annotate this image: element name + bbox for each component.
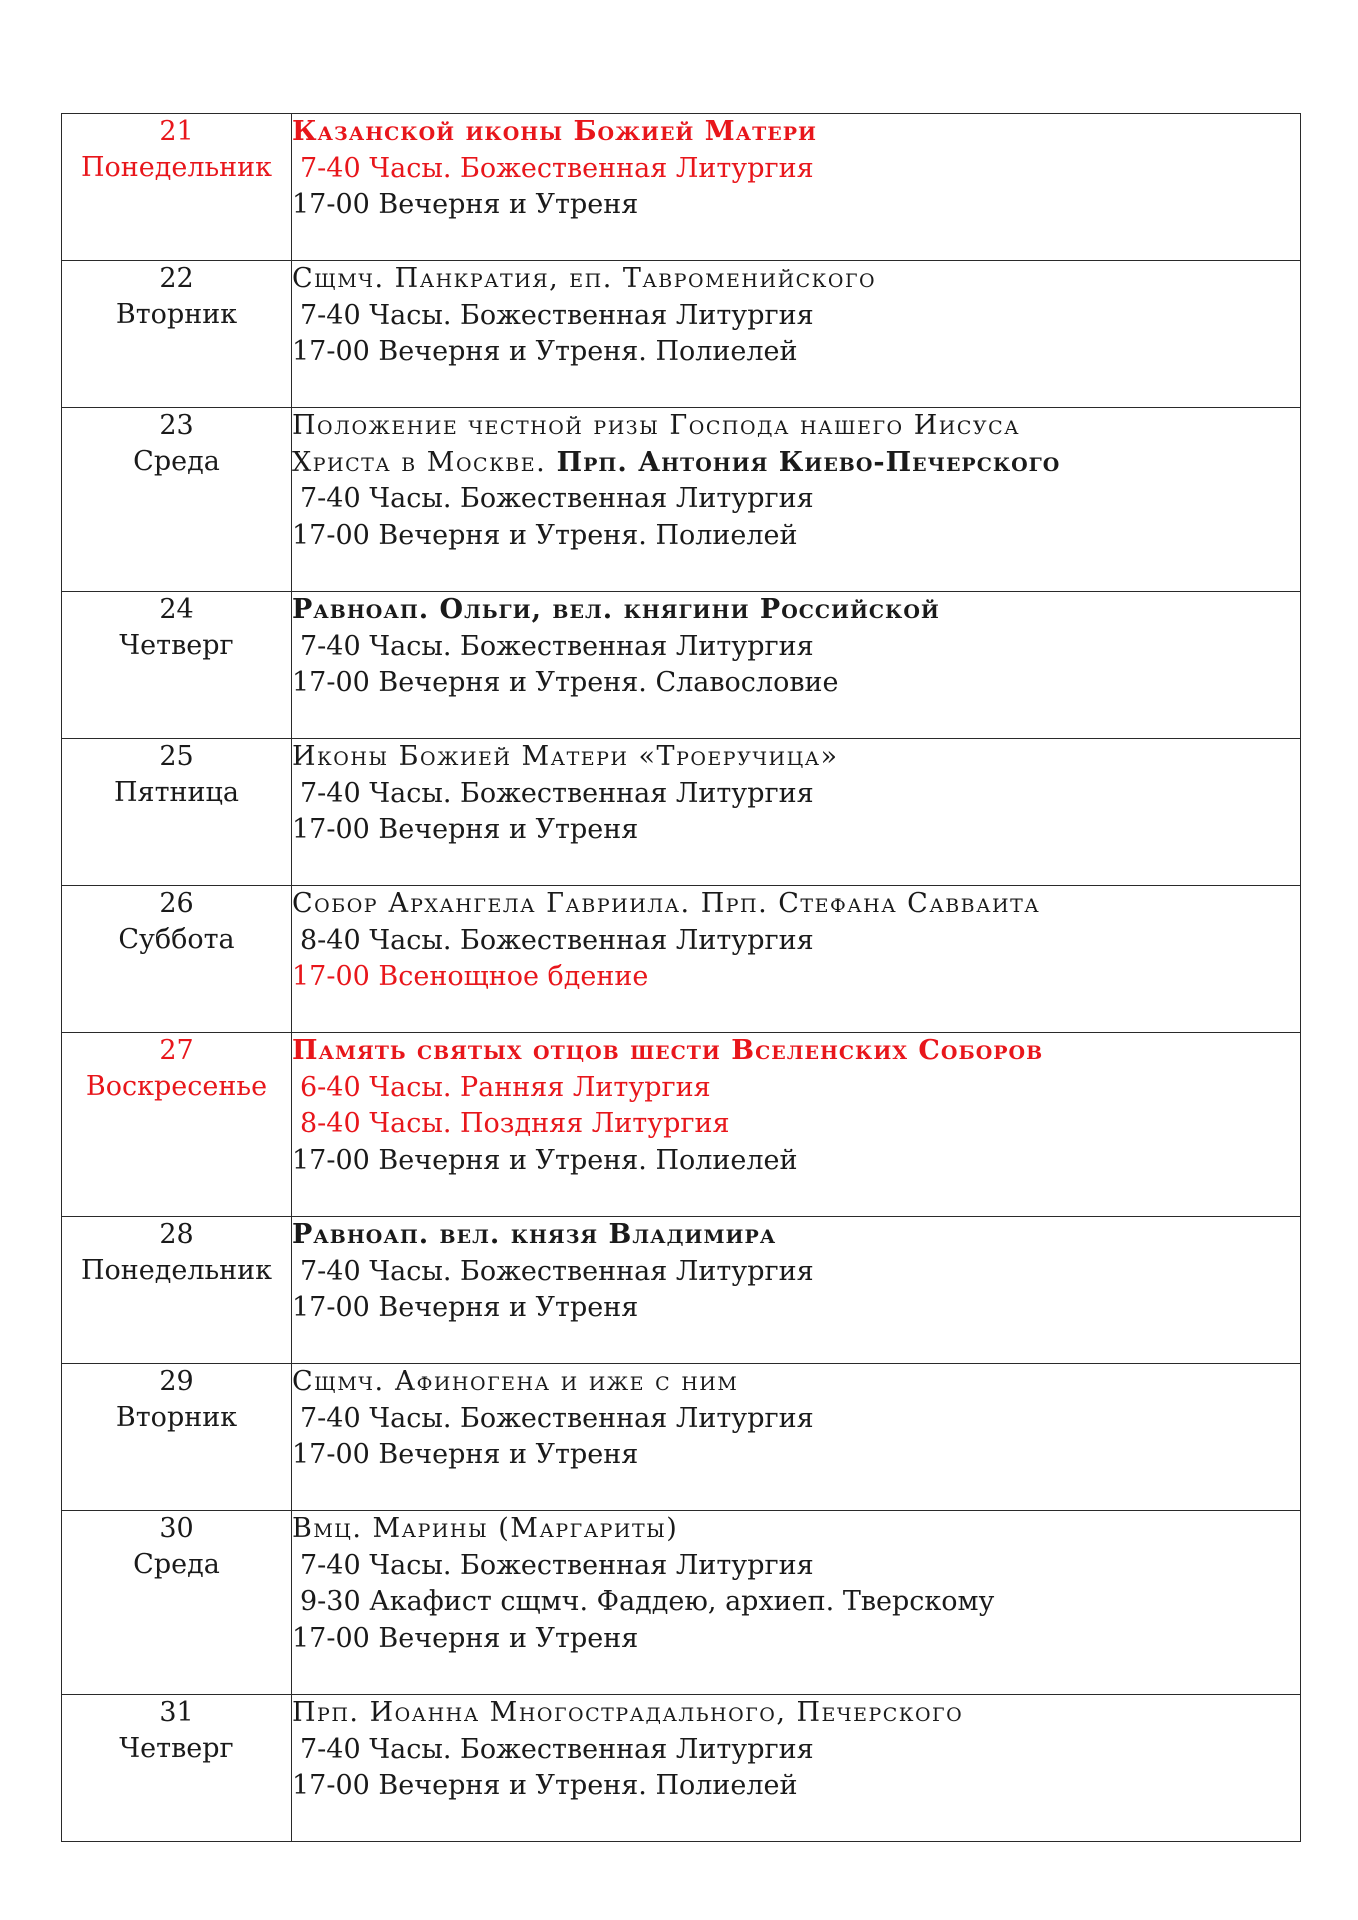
day-cell [62,739,292,886]
service-line: 17-00 Вечерня и Утреня [292,1439,639,1470]
day-cell [62,408,292,592]
service-line: 17-00 Вечерня и Утреня. Полиелей [292,1770,798,1801]
service-line: 7-40 Часы. Божественная Литургия [300,299,814,331]
events-cell [292,739,1301,886]
schedule-row [62,1217,1301,1364]
schedule-row [62,261,1301,408]
weekday: Вторник [115,1402,238,1433]
day-number: 24 [159,594,194,625]
feast-title: Прп. Иоанна Многострадального, Печерского [292,1697,964,1728]
weekday: Суббота [118,924,235,955]
service-line: 7-40 Часы. Божественная Литургия [300,483,814,514]
events-cell [292,1217,1301,1364]
schedule-row [62,1695,1301,1842]
day-cell [62,1033,292,1217]
day-number: 29 [159,1366,194,1397]
feast-title-line [292,445,1300,482]
feast-title-line [292,1695,1300,1732]
day-number: 28 [159,1219,194,1250]
service-line: 7-40 Часы. Божественная Литургия [300,1255,814,1287]
feast-title-line [292,114,1300,151]
day-number: 27 [159,1035,194,1066]
service-line: 17-00 Вечерня и Утреня. Полиелей [292,519,798,551]
events-cell [292,1033,1301,1217]
events-cell [292,1511,1301,1695]
service-line: 17-00 Вечерня и Утреня [292,189,639,220]
schedule-row [62,739,1301,886]
feast-title: Казанской иконы Божией Матери [292,116,817,147]
service-line: 7-40 Часы. Божественная Литургия [300,1549,814,1581]
day-cell [62,1511,292,1695]
day-cell [62,1695,292,1842]
service-line: 7-40 Часы. Божественная Литургия [300,777,814,809]
feast-title-line [292,1511,1300,1548]
day-cell [62,261,292,408]
weekday: Понедельник [80,1255,273,1286]
day-cell [62,592,292,739]
feast-title-line [292,1217,1300,1254]
feast-title: Иконы Божией Матери «Троеручица» [292,741,839,772]
service-line: 17-00 Вечерня и Утреня. Полиелей [292,336,798,367]
day-number: 22 [159,263,194,294]
day-cell [62,1217,292,1364]
events-cell [292,261,1301,408]
service-line: 9-30 Акафист сщмч. Фаддею, архиеп. Тверскому [300,1586,995,1617]
feast-title-line [292,408,1300,445]
day-number: 30 [159,1513,194,1544]
service-line: 17-00 Вечерня и Утреня [292,1622,639,1654]
service-line: 7-40 Часы. Божественная Литургия [300,152,814,184]
weekday: Понедельник [80,152,273,183]
schedule-body [62,114,1301,1842]
service-line: 7-40 Часы. Божественная Литургия [300,630,814,662]
schedule-row [62,1511,1301,1695]
feast-title: Христа в Москве. [292,446,547,478]
feast-title: Собор Архангела Гавриила. Прп. Стефана Савваита [292,888,1041,919]
feast-title: Сщмч. Панкратия, еп. Тавроменийского [292,263,877,294]
feast-title: Вмц. Марины (Маргариты) [292,1513,679,1544]
service-line: 8-40 Часы. Божественная Литургия [300,924,814,956]
schedule-row [62,592,1301,739]
feast-title: Равноап. Ольги, вел. княгини Российской [292,594,940,625]
events-cell [292,408,1301,592]
feast-title-line [292,739,1300,776]
events-cell [292,114,1301,261]
service-line: 8-40 Часы. Поздняя Литургия [300,1108,730,1139]
service-line: 17-00 Всенощное бдение [292,961,649,992]
weekday: Среда [133,446,220,477]
service-line: 17-00 Вечерня и Утреня [292,1292,639,1323]
events-cell [292,1695,1301,1842]
schedule-table [61,113,1301,1842]
weekday: Четверг [119,630,234,661]
feast-title: Равноап. вел. князя Владимира [292,1219,777,1250]
feast-title-line [292,886,1300,923]
day-cell [62,114,292,261]
service-line: 7-40 Часы. Божественная Литургия [300,1733,814,1765]
feast-title-line [292,592,1300,629]
schedule-row [62,886,1301,1033]
feast-title: Прп. Антония Киево-Печерского [546,446,1061,478]
day-number: 25 [159,741,194,772]
events-cell [292,886,1301,1033]
day-number: 23 [159,410,194,441]
day-number: 21 [159,116,194,147]
feast-title: Сщмч. Афиногена и иже с ним [292,1366,739,1397]
schedule-row [62,408,1301,592]
service-line: 6-40 Часы. Ранняя Литургия [300,1071,711,1103]
events-cell [292,592,1301,739]
weekday: Пятница [114,777,239,808]
service-line: 17-00 Вечерня и Утреня. Славословие [292,667,839,698]
feast-title: Память святых отцов шести Вселенских Соборов [292,1035,1044,1066]
service-line: 17-00 Вечерня и Утреня [292,814,639,845]
schedule-row [62,1364,1301,1511]
schedule-row [62,114,1301,261]
day-number: 26 [159,888,194,919]
weekday: Воскресенье [85,1071,268,1102]
day-number: 31 [159,1697,194,1728]
service-line: 7-40 Часы. Божественная Литургия [300,1402,814,1434]
feast-title: Положение честной ризы Господа нашего Иисуса [292,410,1021,441]
feast-title-line [292,261,1300,298]
day-cell [62,886,292,1033]
weekday: Вторник [115,299,238,330]
day-cell [62,1364,292,1511]
service-line: 17-00 Вечерня и Утреня. Полиелей [292,1144,798,1176]
feast-title-line [292,1364,1300,1401]
events-cell [292,1364,1301,1511]
schedule-row [62,1033,1301,1217]
feast-title-line [292,1033,1300,1070]
weekday: Четверг [119,1733,234,1764]
weekday: Среда [133,1549,220,1580]
